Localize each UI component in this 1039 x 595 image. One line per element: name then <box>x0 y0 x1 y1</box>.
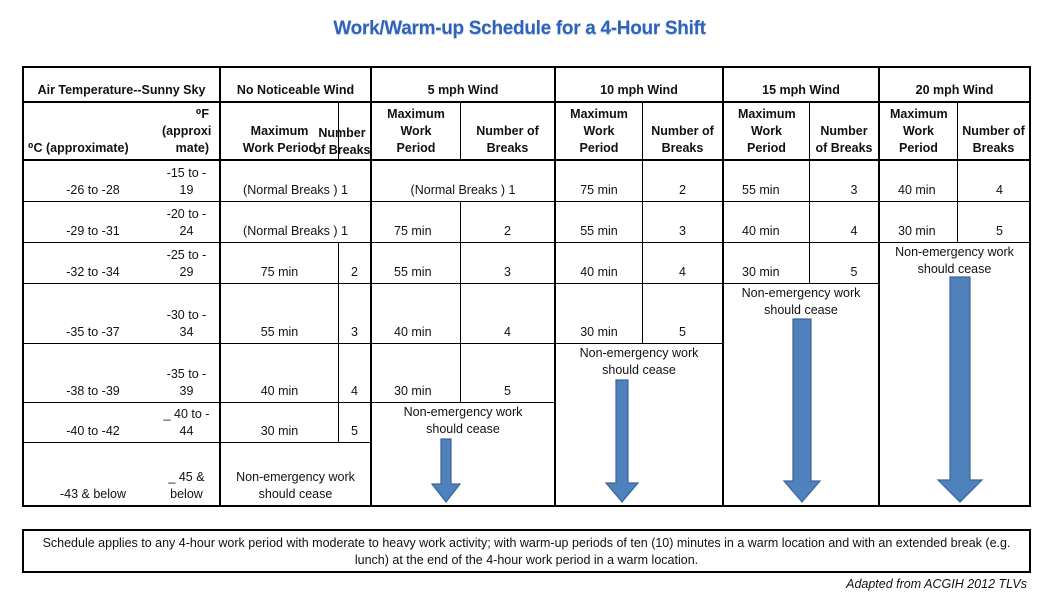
f-range-end: 19 <box>179 183 194 197</box>
work-period-cell: 30 min <box>556 284 643 344</box>
work-period-cell: 40 min <box>556 243 643 284</box>
work-period-cell: 55 min <box>556 202 643 243</box>
down-arrow-icon <box>604 379 640 504</box>
cease-text: Non-emergency work <box>741 286 861 300</box>
fahrenheit-cell <box>162 403 221 443</box>
header-wind-5: 5 mph Wind <box>372 68 556 103</box>
work-period-cell: 75 min <box>372 202 461 243</box>
w5-cease <box>372 403 556 505</box>
fahrenheit-cell <box>162 161 221 202</box>
celsius-cell: -38 to -39 <box>24 344 162 403</box>
header-fahrenheit <box>162 103 221 161</box>
celsius-cell: -40 to -42 <box>24 403 162 443</box>
breaks-cell: 4 <box>339 344 372 403</box>
f-range-end: 44 <box>179 424 194 438</box>
work-period-cell: 30 min <box>724 243 810 284</box>
celsius-cell: -32 to -34 <box>24 243 162 284</box>
breaks-cell: 2 <box>339 243 372 284</box>
header-wind-15: 15 mph Wind <box>724 68 880 103</box>
fahrenheit-label: ⁰F <box>195 107 209 121</box>
header-max-work-none: Maximum Work Period <box>221 103 339 161</box>
header-wind-none: No Noticeable Wind <box>221 68 372 103</box>
header-max-work-10: Maximum Work Period <box>556 103 643 161</box>
f-range-start: _ 40 to - <box>163 407 210 421</box>
breaks-cell: 4 <box>810 202 880 243</box>
breaks-cell: 5 <box>810 243 880 284</box>
fahrenheit-cell <box>162 202 221 243</box>
f-range-end: 34 <box>179 325 194 339</box>
cease-text: Non-emergency work <box>579 346 699 360</box>
cease-text-2: should cease <box>426 422 500 436</box>
breaks-cell: 2 <box>643 161 724 202</box>
work-period-cell: 30 min <box>372 344 461 403</box>
work-period-cell: 55 min <box>724 161 810 202</box>
breaks-cell: 5 <box>461 344 556 403</box>
celsius-cell: -26 to -28 <box>24 161 162 202</box>
schedule-table <box>22 66 1031 507</box>
header-air-temp: Air Temperature--Sunny Sky <box>24 68 221 103</box>
work-period-cell: 55 min <box>372 243 461 284</box>
fahrenheit-label-2: (approxi <box>162 124 212 138</box>
fahrenheit-cell <box>162 284 221 344</box>
f-range-start: -25 to - <box>166 248 207 262</box>
breaks-cell: 4 <box>643 243 724 284</box>
f-range-end: 24 <box>179 224 194 238</box>
nowind-normal-breaks: (Normal Breaks ) 1 <box>221 202 372 243</box>
work-period-cell: 40 min <box>880 161 958 202</box>
down-arrow-icon <box>782 318 822 504</box>
down-arrow-icon <box>936 276 984 504</box>
breaks-cell: 5 <box>958 202 1029 243</box>
breaks-cell: 3 <box>643 202 724 243</box>
breaks-cell: 2 <box>461 202 556 243</box>
cease-text-2: should cease <box>602 363 676 377</box>
f-range-end: 29 <box>179 265 194 279</box>
header-breaks-5: Number of Breaks <box>461 103 556 161</box>
header-celsius: ⁰C (approximate) <box>24 103 162 161</box>
f-range-start: -35 to - <box>166 367 207 381</box>
source-credit: Adapted from ACGIH 2012 TLVs <box>846 577 1027 591</box>
nowind-normal-breaks: (Normal Breaks ) 1 <box>221 161 372 202</box>
nowind-cease <box>221 443 372 505</box>
f-range-end: below <box>170 487 203 501</box>
breaks-cell: 5 <box>339 403 372 443</box>
w10-cease <box>556 344 724 505</box>
fahrenheit-cell <box>162 243 221 284</box>
cease-text: Non-emergency work <box>236 470 355 484</box>
f-range-start: _ 45 & <box>168 470 205 484</box>
header-max-work-20: Maximum Work Period <box>880 103 958 161</box>
header-breaks-15: Number of Breaks <box>810 103 880 161</box>
work-period-cell: 75 min <box>221 243 339 284</box>
cease-text: Non-emergency work <box>895 245 1014 259</box>
fahrenheit-cell <box>162 443 221 505</box>
breaks-cell: 5 <box>643 284 724 344</box>
header-wind-10: 10 mph Wind <box>556 68 724 103</box>
breaks-cell: 4 <box>958 161 1029 202</box>
breaks-cell: 3 <box>339 284 372 344</box>
work-period-cell: 40 min <box>372 284 461 344</box>
work-period-cell: 40 min <box>724 202 810 243</box>
w5-normal-breaks: (Normal Breaks ) 1 <box>372 161 556 202</box>
breaks-cell: 4 <box>461 284 556 344</box>
f-range-start: -15 to - <box>166 166 207 180</box>
celsius-cell: -43 & below <box>59 487 126 501</box>
header-wind-20: 20 mph Wind <box>880 68 1029 103</box>
header-breaks-10: Number of Breaks <box>643 103 724 161</box>
header-max-work-5: Maximum Work Period <box>372 103 461 161</box>
breaks-cell: 3 <box>810 161 880 202</box>
f-range-start: -30 to - <box>166 308 207 322</box>
f-range-end: 39 <box>179 384 194 398</box>
header-breaks-none: Number of Breaks <box>313 126 371 157</box>
down-arrow-icon <box>431 438 461 504</box>
fahrenheit-cell <box>162 344 221 403</box>
celsius-cell: -29 to -31 <box>24 202 162 243</box>
header-breaks-20: Number of Breaks <box>958 103 1029 161</box>
celsius-cell: -35 to -37 <box>24 284 162 344</box>
cease-text-2: should cease <box>764 303 838 317</box>
breaks-cell: 3 <box>461 243 556 284</box>
page-title: Work/Warm-up Schedule for a 4-Hour Shift <box>333 18 706 39</box>
cease-text-2: should cease <box>917 262 992 276</box>
footnote-box: Schedule applies to any 4-hour work period with moderate to heavy work activity; with warm-up periods of ten (10) minutes in a warm location and with an extended break (e.g. lunch) at the end of the 4-hour work period in a warm location. <box>22 529 1031 573</box>
fahrenheit-label-3: mate) <box>175 141 209 155</box>
work-period-cell: 75 min <box>556 161 643 202</box>
f-range-start: -20 to - <box>166 207 207 221</box>
cease-text-2: should cease <box>258 487 333 501</box>
work-period-cell: 40 min <box>221 344 339 403</box>
cease-text: Non-emergency work <box>403 405 523 419</box>
work-period-cell: 30 min <box>221 403 339 443</box>
work-period-cell: 30 min <box>880 202 958 243</box>
work-period-cell: 55 min <box>221 284 339 344</box>
header-max-work-15: Maximum Work Period <box>724 103 810 161</box>
